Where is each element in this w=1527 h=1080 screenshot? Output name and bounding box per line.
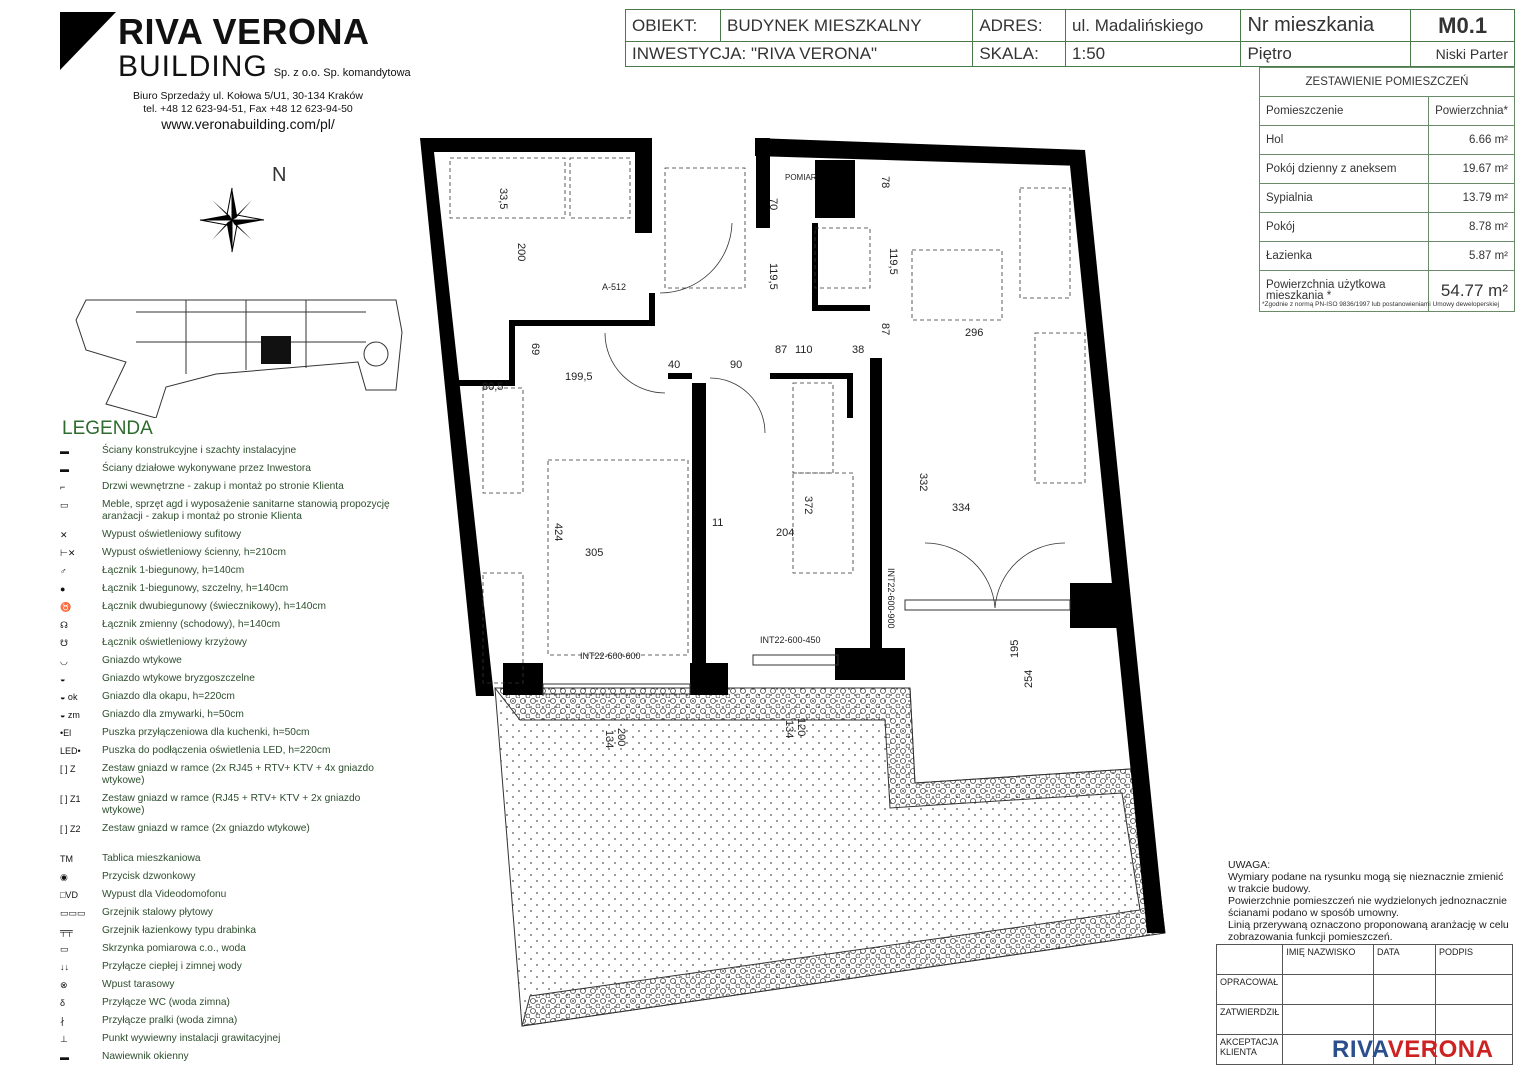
office-address: Biuro Sprzedaży ul. Kołowa 5/U1, 30-134 Kraków [133, 90, 363, 102]
legend-item: ☊ Łącznik zmienny (schodowy), h=140cm [60, 619, 281, 630]
svg-text:33,5: 33,5 [497, 188, 509, 210]
title-block [625, 9, 1515, 67]
svg-text:134: 134 [603, 730, 615, 749]
legend-item: ▭▭▭ Grzejnik stalowy płytowy [60, 907, 213, 918]
svg-text:305: 305 [585, 547, 604, 559]
svg-text:38: 38 [852, 344, 865, 356]
legend-item: •El Puszka przyłączeniowa dla kuchenki, h=50cm [60, 727, 310, 738]
adres-value: ul. Madalińskiego [1066, 10, 1241, 42]
skala-label: SKALA: [973, 42, 1066, 67]
legend-item: ↓↓ Przyłącze ciepłej i zimnej wody [60, 961, 242, 972]
legend-title: LEGENDA [62, 418, 153, 439]
svg-text:110: 110 [795, 344, 813, 356]
legend-item: ⊥ Punkt wywiewny instalacji grawitacyjnej [60, 1033, 281, 1044]
legend-item: ◡ Gniazdo wtykowe [60, 655, 182, 666]
svg-text:120: 120 [795, 718, 807, 737]
table-row: Sypialnia 13.79 m² [1260, 184, 1515, 213]
north-label: N [272, 164, 287, 186]
table-row: AKCEPTACJA KLIENTA [1217, 1035, 1513, 1065]
riva-verona-logo: RIVAVERONA [1332, 1036, 1494, 1063]
inwestycja-value: INWESTYCJA: "RIVA VERONA" [626, 42, 973, 67]
notes: UWAGA: Wymiary podane na rysunku mogą się nieznacznie zmienić w trakcie budowy. Powierzchnie pomieszczeń nie wydzielonych jednoznacznie ścianami podano w sposób umowny. Linią przerywaną oznaczono proponowaną aranżację w celu zobrazowania funkcji pomieszczeń. [1228, 859, 1513, 943]
svg-text:119,5: 119,5 [767, 263, 779, 290]
svg-text:POMIAR: POMIAR [785, 173, 817, 182]
legend-item: ⌐ Drzwi wewnętrzne - zakup i montaż po stronie Klienta [60, 481, 344, 492]
legend-item: ◉ Przycisk dzwonkowy [60, 871, 196, 882]
svg-text:INT22-600-600: INT22-600-600 [580, 651, 641, 661]
signoff-table: IMIĘ NAZWISKO DATA PODPIS OPRACOWAŁ ZATWIERDZIŁ AKCEPTACJA KLIENTA [1216, 944, 1513, 1065]
svg-text:199,5: 199,5 [565, 371, 593, 383]
svg-text:A-512: A-512 [602, 282, 627, 292]
svg-text:78: 78 [879, 176, 891, 189]
office-website: www.veronabuilding.com/pl/ [161, 116, 335, 132]
adres-label: ADRES: [973, 10, 1066, 42]
svg-text:INT22-600-450: INT22-600-450 [760, 635, 821, 645]
legend-item: [ ] Z2 Zestaw gniazd w ramce (2x gniazdo wtykowe) [60, 823, 310, 834]
partition-walls [450, 223, 870, 418]
brand-name: RIVA VERONA [118, 11, 370, 52]
pietro-value: Niski Parter [1411, 42, 1515, 67]
legend-item: ✕ Wypust oświetleniowy sufitowy [60, 529, 242, 540]
nr-value: M0.1 [1411, 10, 1515, 42]
legend-item: δ Przyłącze WC (woda zimna) [60, 997, 230, 1008]
table-row: Pokój 8.78 m² [1260, 213, 1515, 242]
legend-item: [ ] Z Zestaw gniazd w ramce (2x RJ45 + RTV+ KTV + 4x gniazdo wtykowe) [60, 763, 374, 786]
table-row: ZATWIERDZIŁ [1217, 1005, 1513, 1035]
key-plan [66, 292, 412, 418]
legend-item: ▭ Skrzynka pomiarowa c.o., woda [60, 943, 246, 954]
area-footnote: *Zgodnie z normą PN-ISO 9836/1997 lub postanowieniami Umowy deweloperskiej [1262, 301, 1500, 308]
svg-text:200: 200 [615, 728, 627, 747]
legend-item: ▬ Ściany działowe wykonywane przez Inwestora [60, 463, 311, 474]
svg-text:424: 424 [552, 523, 564, 542]
svg-text:200: 200 [515, 243, 527, 262]
legend-item: ♂ Łącznik 1-biegunowy, h=140cm [60, 565, 245, 576]
notes-title: UWAGA: [1228, 859, 1271, 871]
legend-item: ∤ Przyłącze pralki (woda zimna) [60, 1015, 238, 1026]
svg-text:372: 372 [802, 496, 814, 515]
table-row: Hol 6.66 m² [1260, 126, 1515, 155]
legend-item: ⊗ Wpust tarasowy [60, 979, 175, 990]
svg-text:134: 134 [783, 720, 795, 739]
table-row: OPRACOWAŁ [1217, 975, 1513, 1005]
nr-label: Nr mieszkania [1241, 10, 1411, 42]
obiekt-value: BUDYNEK MIESZKALNY [721, 10, 973, 42]
room-col-name: Pomieszczenie [1260, 97, 1429, 126]
legend-item: □VD Wypust dla Videodomofonu [60, 889, 227, 900]
svg-text:40: 40 [668, 359, 681, 371]
table-row: Łazienka 5.87 m² [1260, 242, 1515, 271]
svg-text:195: 195 [1009, 639, 1021, 658]
svg-text:80,5: 80,5 [482, 381, 504, 393]
svg-text:334: 334 [952, 502, 971, 514]
skala-value: 1:50 [1066, 42, 1241, 67]
table-row: Pokój dzienny z aneksem 19.67 m² [1260, 155, 1515, 184]
legend-item: ▬ Nawiewnik okienny [60, 1051, 189, 1062]
svg-text:INT22-600-900: INT22-600-900 [886, 568, 896, 629]
room-schedule [1259, 67, 1515, 312]
svg-text:119,5: 119,5 [887, 248, 899, 275]
legend [60, 445, 400, 1069]
svg-text:296: 296 [965, 327, 984, 339]
total-area: 54.77 m² [1429, 271, 1515, 312]
brand-triangle-logo [60, 12, 116, 70]
doors [605, 223, 1065, 608]
dimension-labels [482, 173, 1035, 748]
legend-item: [ ] Z1 Zestaw gniazd w ramce (RJ45 + RTV+ KTV + 2x gniazdo wtykowe) [60, 793, 361, 816]
legend-item: LED• Puszka do podłączenia oświetlenia LED, h=220cm [60, 745, 331, 756]
legend-item: ▬ Ściany konstrukcyjne i szachty instalacyjne [60, 445, 297, 456]
obiekt-label: OBIEKT: [626, 10, 721, 42]
legend-item: ▭ Meble, sprzęt agd i wyposażenie sanitarne stanowią propozycję aranżacji - zakup i montaż po stronie Klienta [60, 499, 390, 522]
legend-item: ♉ Łącznik dwubiegunowy (świecznikowy), h=140cm [60, 601, 326, 612]
windows [543, 600, 1070, 694]
key-plan-unit-highlight [261, 336, 291, 364]
legend-item: ◒ Gniazdo wtykowe bryzgoszczelne [60, 673, 255, 684]
sales-office [98, 90, 398, 133]
legend-item: ◒ ok Gniazdo dla okapu, h=220cm [60, 691, 235, 702]
legend-item: ╤╤ Grzejnik łazienkowy typu drabinka [60, 925, 257, 936]
svg-text:69: 69 [529, 343, 541, 356]
legend-item: ◒ zm Gniazdo dla zmywarki, h=50cm [60, 709, 244, 720]
brand-subtitle: BUILDING Sp. z o.o. Sp. komandytowa [118, 50, 411, 83]
office-phone: tel. +48 12 623-94-51, Fax +48 12 623-94-50 [143, 102, 353, 115]
legend-item: ● Łącznik 1-biegunowy, szczelny, h=140cm [60, 583, 289, 594]
svg-text:11: 11 [712, 517, 724, 529]
svg-text:332: 332 [917, 473, 929, 492]
svg-text:70: 70 [767, 198, 779, 211]
svg-text:254: 254 [1023, 669, 1035, 688]
svg-text:87: 87 [879, 323, 891, 336]
legend-item: ☋ Łącznik oświetleniowy krzyżowy [60, 637, 247, 648]
floor-plan [420, 128, 1180, 1028]
svg-text:87: 87 [775, 344, 788, 356]
legend-item: TM Tablica mieszkaniowa [60, 853, 201, 864]
room-col-area: Powierzchnia* [1429, 97, 1515, 126]
furniture-layout [450, 158, 1085, 683]
compass-rose-icon [196, 186, 268, 254]
total-row: Powierzchnia użytkowa mieszkania * 54.77 m² [1260, 271, 1515, 312]
svg-text:90: 90 [730, 359, 743, 371]
svg-text:204: 204 [776, 527, 795, 539]
room-schedule-title: ZESTAWIENIE POMIESZCZEŃ [1260, 68, 1515, 97]
legend-item: ⊢✕ Wypust oświetleniowy ścienny, h=210cm [60, 547, 287, 558]
pietro-label: Piętro [1241, 42, 1411, 67]
